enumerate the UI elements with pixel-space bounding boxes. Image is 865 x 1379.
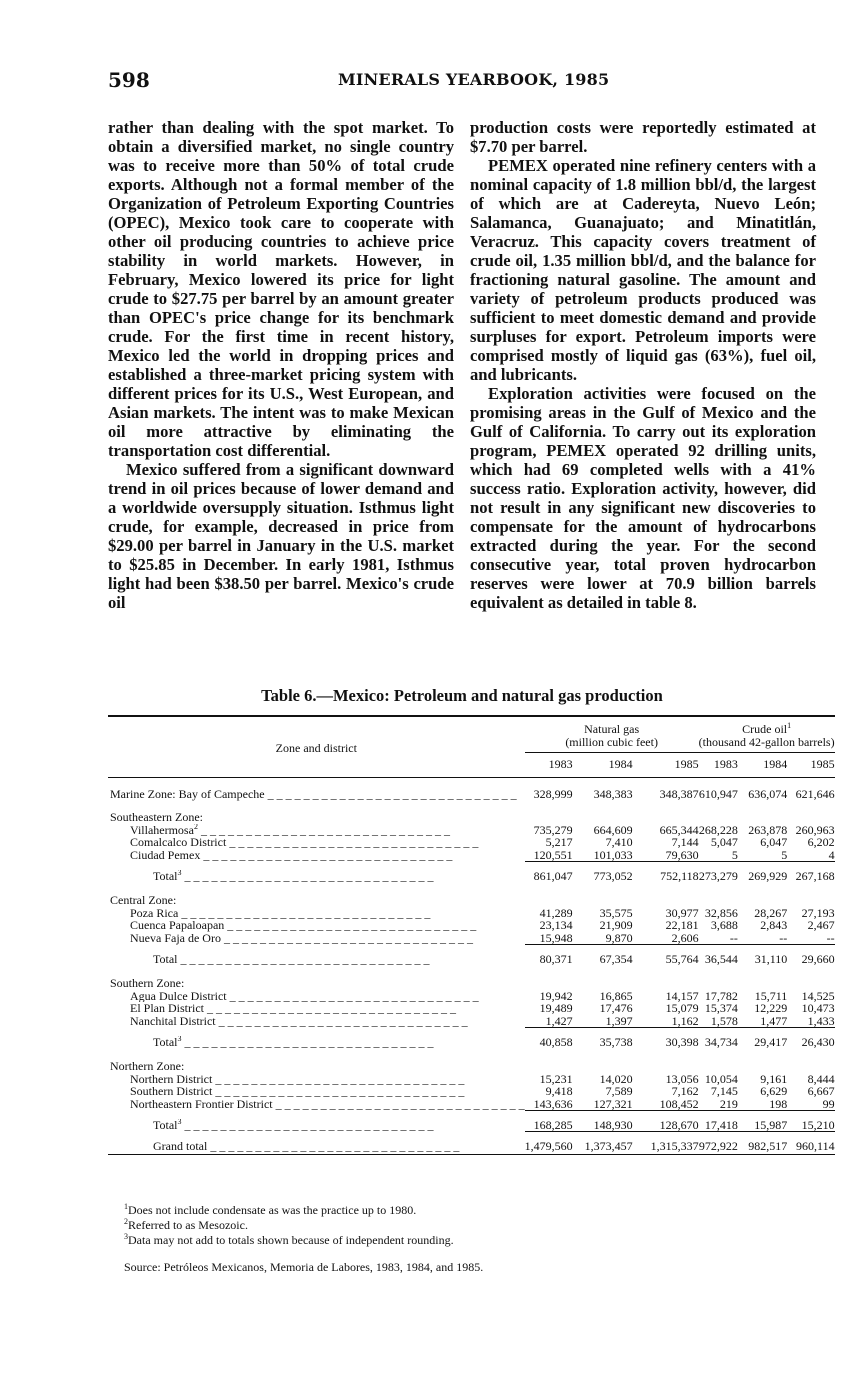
table-cell: 148,930: [593, 1117, 633, 1132]
table-cell: 6,667: [807, 1084, 835, 1098]
footnote: [124, 1203, 814, 1218]
table-row: [108, 1015, 835, 1028]
table-cell: 664,609: [593, 822, 633, 837]
table-cell: 28,267: [754, 905, 788, 920]
row-label: Total: [153, 869, 178, 882]
table-cell: 263,878: [748, 822, 788, 837]
table-cell: 10,054: [704, 1071, 738, 1086]
year-header: 1984: [763, 756, 788, 771]
table-cell: 621,646: [795, 786, 835, 801]
table-cell: 15,079: [665, 1001, 699, 1015]
table-cell: 36,544: [704, 951, 738, 966]
row-label: Agua Dulce District: [130, 989, 227, 1002]
table-cell: 29,417: [754, 1034, 788, 1049]
table-cell: 1,477: [760, 1013, 788, 1028]
table-cell: 35,575: [599, 905, 633, 920]
table-cell: 960,114: [796, 1138, 835, 1153]
footnote-text: Referred to as Mesozoic.: [128, 1218, 248, 1232]
table-cell: 17,782: [704, 988, 738, 1003]
table-row: [108, 1085, 835, 1098]
row-label: El Plan District: [130, 1002, 204, 1015]
gas-header-unit: (million cubic feet): [565, 734, 658, 749]
table-cell: 17,418: [704, 1117, 738, 1132]
table-cell: 7,162: [671, 1084, 699, 1098]
table-cell: 14,525: [801, 988, 835, 1003]
source-note: Source: Petróleos Mexicanos, Memoria de Labores, 1983, 1984, and 1985.: [124, 1260, 484, 1274]
table-cell: 15,711: [754, 988, 788, 1003]
table-cell: 2,467: [807, 918, 835, 932]
oil-header-line: Crude oil: [742, 722, 788, 736]
table-cell: 1,479,560: [524, 1138, 573, 1153]
table-cell: 1,433: [807, 1013, 835, 1028]
table-cell: 67,354: [599, 951, 633, 966]
zone-heading-row: [108, 811, 835, 824]
table-cell: 2,843: [760, 918, 788, 932]
table-cell: 41,289: [539, 905, 573, 920]
table-cell: 23,134: [539, 918, 573, 932]
table-cell: 101,033: [593, 847, 633, 862]
table-cell: 1,397: [605, 1013, 633, 1028]
table-cell: 34,734: [704, 1034, 738, 1049]
footnote-ref: 3: [177, 869, 182, 877]
table-cell: 348,387: [659, 786, 699, 801]
footnote: [124, 1233, 814, 1248]
table-cell: 735,279: [533, 822, 573, 837]
table-cell: 8,444: [807, 1071, 835, 1086]
production-table: [108, 715, 835, 1155]
table-cell: 40,858: [539, 1034, 573, 1049]
table-cell: 14,157: [665, 988, 699, 1003]
paragraph: Exploration activities were focused on the promising areas in the Gulf of Mexico and the Gulf of California. To carry out its exploration program, PEMEX operated 92 drilling units, which had 69 completed wells with a 41% success ratio. Exploration activity, however, did not result in any significant new discoveries to compensate for the amount of hydrocarbons extracted during the year. For the second consecutive year, total proven hydrocarbon reserves were lower at 70.9 billion barrels equivalent as detailed in table 8.: [470, 384, 816, 612]
table-cell: 55,764: [665, 951, 699, 966]
table-cell: 79,630: [665, 847, 699, 862]
table-cell: 14,020: [599, 1071, 633, 1086]
table-cell: 972,922: [698, 1138, 738, 1153]
table-cell: 610,947: [698, 786, 738, 801]
page-header: [108, 68, 816, 96]
footnote-ref: 2: [193, 823, 198, 831]
paragraph: production costs were reportedly estimated at $7.70 per barrel.: [470, 118, 816, 156]
footnotes: [124, 1203, 814, 1275]
paragraph: Mexico suffered from a significant downward trend in oil prices because of lower demand and a worldwide oversupply situation. Isthmus light crude, for example, decreased in price from $29.00 per barrel in January in the U.S. market to $25.85 in December. In early 1981, Isthmus light had been $38.50 per barrel. Mexico's crude oil: [108, 460, 454, 612]
footnote-number: 3: [124, 1232, 128, 1241]
table-cell: 26,430: [801, 1034, 835, 1049]
table-cell: 269,929: [748, 868, 788, 883]
table-row: [108, 836, 835, 849]
table-cell: 5: [781, 847, 788, 862]
total-row: [108, 953, 835, 966]
footnote: [124, 1218, 814, 1233]
table-row: [108, 787, 835, 801]
table-cell: --: [729, 930, 738, 945]
row-label: Total: [153, 1118, 178, 1132]
table-cell: 168,285: [533, 1117, 573, 1132]
footnote-ref: 1: [787, 721, 792, 730]
table-cell: 773,052: [593, 868, 633, 883]
table-cell: 260,963: [795, 822, 835, 837]
table-cell: 4: [828, 847, 835, 862]
table-cell: 665,344: [659, 822, 699, 837]
table-cell: 9,870: [605, 930, 633, 945]
table-cell: 1,427: [545, 1013, 573, 1028]
zone-heading: Southern Zone:: [110, 976, 185, 990]
table-cell: 348,383: [593, 786, 633, 801]
table-cell: 219: [719, 1096, 738, 1111]
table-cell: 198: [769, 1096, 788, 1111]
total-row: [108, 1036, 835, 1049]
table-cell: 15,948: [539, 930, 573, 945]
row-label: Nanchital District: [130, 1014, 216, 1028]
table-cell: 636,074: [748, 786, 788, 801]
row-label: Comalcalco District: [130, 836, 227, 849]
table-cell: 9,161: [760, 1071, 788, 1086]
table-row: [108, 849, 835, 862]
table-cell: 1,162: [671, 1013, 699, 1028]
right-column: [470, 118, 816, 612]
footnote-ref: 3: [177, 1118, 182, 1126]
table-cell: 5: [731, 847, 738, 862]
table-cell: 19,942: [539, 988, 573, 1003]
row-label: Villahermosa: [130, 823, 194, 836]
table-cell: 328,999: [533, 786, 573, 801]
table-cell: 15,231: [539, 1071, 573, 1086]
gas-group-header: [525, 721, 699, 753]
footnote-number: 2: [124, 1217, 128, 1226]
table-cell: 127,321: [593, 1096, 633, 1111]
zone-heading-row: [108, 1060, 835, 1073]
table-cell: 2,606: [671, 930, 699, 945]
footnote-ref: 3: [177, 1035, 182, 1043]
table-cell: 273,279: [698, 868, 738, 883]
row-label: Total: [153, 1035, 178, 1048]
paragraph: PEMEX operated nine refinery centers with a nominal capacity of 1.8 million bbl/d, the largest of which are at Cadereyta, Nuevo León; Salamanca, Guanajuato; and Minatitlán, Veracruz. This capacity covers treatment of crude oil, 1.35 million bbl/d, and the balance for fractioning natural gasoline. The amount and variety of petroleum products produced was sufficient to meet domestic demand and provide surpluses for export. Petroleum imports were comprised mostly of liquid gas (63%), fuel oil, and lubricants.: [470, 156, 816, 384]
total-row: [108, 870, 835, 883]
gas-header-line: Natural gas: [584, 722, 640, 736]
table-cell: 752,118: [660, 868, 699, 883]
table-cell: 6,202: [807, 835, 835, 849]
table-cell: 99: [822, 1096, 835, 1111]
row-label: Ciudad Pemex: [130, 848, 201, 862]
table-cell: 17,476: [599, 1001, 633, 1015]
row-label: Cuenca Papaloapan: [130, 919, 225, 932]
table-cell: --: [826, 930, 835, 945]
zone-heading: Southeastern Zone:: [110, 810, 203, 824]
table-cell: 5,217: [545, 835, 573, 849]
table-cell: 1,373,457: [584, 1138, 633, 1153]
table-cell: 268,228: [698, 822, 738, 837]
table-cell: 31,110: [754, 951, 788, 966]
table-cell: 7,145: [710, 1084, 738, 1098]
table-row: [108, 1098, 835, 1111]
zone-column-header: Zone and district: [275, 740, 357, 755]
left-column: [108, 118, 454, 612]
page-number: 598: [108, 68, 150, 92]
zone-heading: Northern Zone:: [110, 1059, 185, 1073]
table-title: Table 6.—Mexico: Petroleum and natural gas production: [261, 686, 663, 705]
table-cell: 15,987: [754, 1117, 788, 1132]
year-header: 1983: [713, 756, 738, 771]
table-cell: 30,977: [665, 905, 699, 920]
year-header: 1985: [674, 756, 699, 771]
paragraph: rather than dealing with the spot market. To obtain a diversified market, no single country was to receive more than 50% of total crude exports. Although not a formal member of the Organization of Petroleum Exporting Countries (OPEC), Mexico took care to cooperate with other oil producing countries to achieve price stability in world markets. However, in February, Mexico lowered its price for light crude to $27.75 per barrel by an amount greater than OPEC's price change for its benchmark crude. For the first time in recent history, Mexico led the world in dropping prices and established a three-market pricing system with different prices for its U.S., West European, and Asian markets. The intent was to make Mexican oil more attractive by eliminating the transportation cost differential.: [108, 118, 454, 460]
row-label: Grand total: [153, 1139, 208, 1152]
group-header-row: [108, 721, 835, 753]
zone-heading: Central Zone:: [110, 893, 177, 907]
row-label: Southern District: [130, 1085, 213, 1098]
row-label: Poza Rica: [130, 906, 179, 919]
year-header: 1983: [548, 756, 573, 771]
row-label: Northeastern Frontier District: [130, 1097, 273, 1111]
table-cell: 16,865: [599, 988, 633, 1003]
table-cell: 128,670: [659, 1117, 699, 1132]
table-cell: 19,489: [539, 1001, 573, 1015]
table-cell: 982,517: [748, 1138, 788, 1153]
year-header: 1985: [810, 756, 835, 771]
footnote-text: Data may not add to totals shown because of independent rounding.: [128, 1233, 454, 1247]
footnote-text: Does not include condensate as was the practice up to 1980.: [128, 1203, 417, 1217]
oil-header-unit: (thousand 42-gallon barrels): [698, 734, 835, 749]
table-row: [108, 932, 835, 945]
table-cell: 29,660: [801, 951, 835, 966]
table-cell: 10,473: [801, 1001, 835, 1015]
row-label: Northern District: [130, 1072, 213, 1085]
table-cell: 7,410: [605, 835, 633, 849]
table-cell: 6,629: [760, 1084, 788, 1098]
running-title: MINERALS YEARBOOK, 1985: [338, 70, 610, 89]
table-cell: 861,047: [533, 868, 573, 883]
row-label: Marine Zone: Bay of Campeche: [110, 787, 265, 801]
table-cell: 7,144: [671, 835, 699, 849]
year-header: 1984: [608, 756, 633, 771]
table-cell: 1,315,337: [650, 1138, 699, 1153]
table-cell: 35,738: [599, 1034, 633, 1049]
table-cell: 32,856: [704, 905, 738, 920]
table-cell: 3,688: [710, 918, 738, 932]
table-cell: 6,047: [760, 835, 788, 849]
footnote-number: 1: [124, 1202, 128, 1211]
table-cell: 143,636: [533, 1096, 573, 1111]
row-label: Total: [153, 952, 178, 965]
table-cell: 27,193: [801, 905, 835, 920]
total-row: [108, 1119, 835, 1132]
table-cell: 9,418: [545, 1084, 573, 1098]
table-cell: 22,181: [665, 918, 699, 932]
table-cell: 12,229: [754, 1001, 788, 1015]
oil-group-header: [699, 721, 835, 753]
table-cell: 1,578: [710, 1013, 738, 1028]
table-cell: 5,047: [710, 835, 738, 849]
table-cell: 15,210: [801, 1117, 835, 1132]
table-cell: 108,452: [659, 1096, 699, 1111]
zone-heading-row: [108, 894, 835, 907]
table-cell: 30,398: [665, 1034, 699, 1049]
table-cell: 7,589: [605, 1084, 633, 1098]
row-label: Nueva Faja de Oro: [130, 931, 221, 945]
table-row: [108, 919, 835, 932]
table-cell: 21,909: [599, 918, 633, 932]
grand-total-row: [108, 1140, 835, 1153]
table-cell: 15,374: [704, 1001, 738, 1015]
table-cell: 80,371: [539, 951, 573, 966]
zone-heading-row: [108, 977, 835, 990]
table-cell: 13,056: [665, 1071, 699, 1086]
table-row: [108, 1002, 835, 1015]
table-cell: --: [779, 930, 788, 945]
table-cell: 120,551: [533, 847, 573, 862]
table-cell: 267,168: [795, 868, 835, 883]
